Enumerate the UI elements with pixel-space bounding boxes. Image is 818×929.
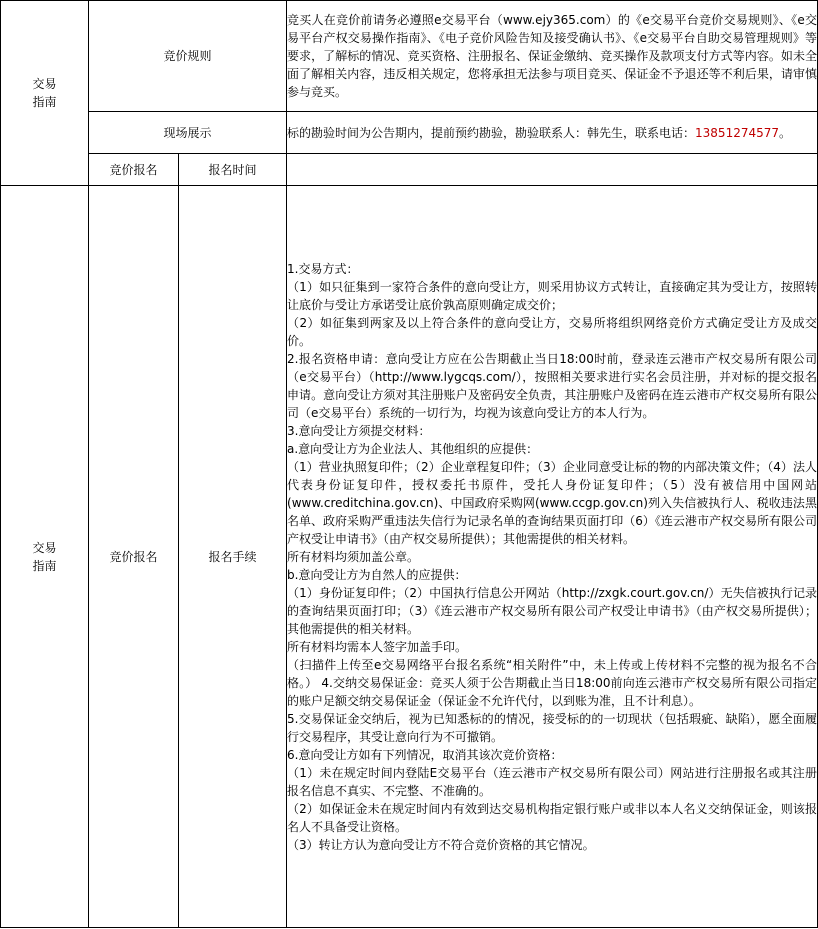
procedure-line: （1）身份证复印件；（2）中国执行信息公开网站（http://zxgk.court.gov.cn/）无失信被执行记录的查询结果页面打印；（3）《连云港市产权交易所有限公司产权受让申请书》（由产权交易所提供）；其他需提供的相关材料。 bbox=[287, 585, 818, 636]
site-text bbox=[287, 112, 818, 154]
section-title: 交易 指南 bbox=[1, 1, 89, 186]
site-text-end: 。 bbox=[779, 125, 792, 140]
site-label: 现场展示 bbox=[89, 112, 287, 154]
procedure-line: 所有材料均需本人签字加盖手印。 bbox=[287, 639, 468, 654]
procedure-line: （1）如只征集到一家符合条件的意向受让方，则采用协议方式转让，直接确定其为受让方，按照转让底价与受让方承诺受让底价孰高原则确定成交价； bbox=[287, 279, 818, 312]
procedure-line: 2.报名资格申请：意向受让方应在公告期截止当日18:00时前，登录连云港市产权交易所有限公司（e交易平台）（http://www.lygcqs.com/），按照相关要求进行实名会员注册，并对标的提交报名申请。意向受让方须对其注册账户及密码安全负责，其注册账户及密码在连云港市产权交易所有限公司（e交易平台）系统的一切行为，均视为该意向受让方的本人行为。 bbox=[287, 351, 818, 420]
reg-label: 竞价报名 bbox=[89, 186, 179, 928]
procedure-line: （2）如征集到两家及以上符合条件的意向受让方，交易所将组织网络竞价方式确定受让方及成交价。 bbox=[287, 315, 818, 348]
procedure-line: 5.交易保证金交纳后，视为已知悉标的的情况，接受标的的一切现状（包括瑕疵、缺陷），愿全面履行交易程序，其受让意向行为不可撤销。 bbox=[287, 711, 818, 744]
procedure-line: （1）未在规定时间内登陆E交易平台（连云港市产权交易所有限公司）网站进行注册报名或其注册报名信息不真实、不完整、不准确的。 bbox=[287, 765, 818, 798]
procedure-line: a.意向受让方为企业法人、其他组织的应提供： bbox=[287, 441, 539, 456]
section-title: 交易 指南 bbox=[1, 186, 89, 928]
reg-time-header: 报名时间 bbox=[179, 154, 287, 186]
procedure-line: （3）转让方认为意向受让方不符合竞价资格的其它情况。 bbox=[287, 837, 595, 852]
procedure-line: （扫描件上传至e交易网络平台报名系统“相关附件”中，未上传或上传材料不完整的视为报名不合格。） 4.交纳交易保证金：竞买人须于公告期截止当日18:00前向连云港市产权交易所有限公司指定的账户足额交纳交易保证金（保证金不允许代付，以到账为准，且不计利息）。 bbox=[287, 657, 818, 708]
procedure-line: 3.意向受让方须提交材料： bbox=[287, 423, 431, 438]
table-row bbox=[1, 186, 818, 928]
contact-phone: 13851274577 bbox=[695, 125, 780, 140]
procedure-line: （2）如保证金未在规定时间内有效到达交易机构指定银行账户或非以本人名义交纳保证金，则该报名人不具备受让资格。 bbox=[287, 801, 818, 834]
empty-cell bbox=[287, 154, 818, 186]
procedure-line: 6.意向受让方如有下列情况，取消其该次竞价资格： bbox=[287, 747, 563, 762]
reg-header: 竞价报名 bbox=[89, 154, 179, 186]
procedure-line: 所有材料均须加盖公章。 bbox=[287, 549, 420, 564]
procedure-line: b.意向受让方为自然人的应提供： bbox=[287, 567, 467, 582]
procedure-line: （1）营业执照复印件；（2）企业章程复印件；（3）企业同意受让标的物的内部决策文件；（4）法人代表身份证复印件，授权委托书原件，受托人身份证复印件；（5）没有被信用中国网站(www.creditchina.gov.cn)、中国政府采购网(www.ccgp.gov.cn)列入失信被执行人、税收违法黑名单、政府采购严重违法失信行为记录名单的查询结果页面打印（6）《连云港市产权交易所有限公司产权受让申请书》（由产权交易所提供）；其他需提供的相关材料。 bbox=[287, 459, 818, 546]
table-row bbox=[1, 112, 818, 154]
table-row bbox=[1, 154, 818, 186]
rule-text: 竞买人在竞价前请务必遵照e交易平台（www.ejy365.com）的《e交易平台竞价交易规则》、《e交易平台产权交易操作指南》、《电子竞价风险告知及接受确认书》、《e交易平台自助交易管理规则》等要求，了解标的情况、竞买资格、注册报名、保证金缴纳、竞买操作及款项支付方式等内容。如未全面了解相关内容，违反相关规定，您将承担无法参与项目竞买、保证金不予退还等不利后果，请审慎参与竞买。 bbox=[287, 1, 818, 112]
procedure-text bbox=[287, 186, 818, 928]
proc-label: 报名手续 bbox=[179, 186, 287, 928]
site-text-body: 标的勘验时间为公告期内，提前预约勘验，勘验联系人：韩先生，联系电话： bbox=[287, 125, 696, 140]
table-row bbox=[1, 1, 818, 112]
procedure-line: 1.交易方式： bbox=[287, 261, 359, 276]
rule-label: 竞价规则 bbox=[89, 1, 287, 112]
